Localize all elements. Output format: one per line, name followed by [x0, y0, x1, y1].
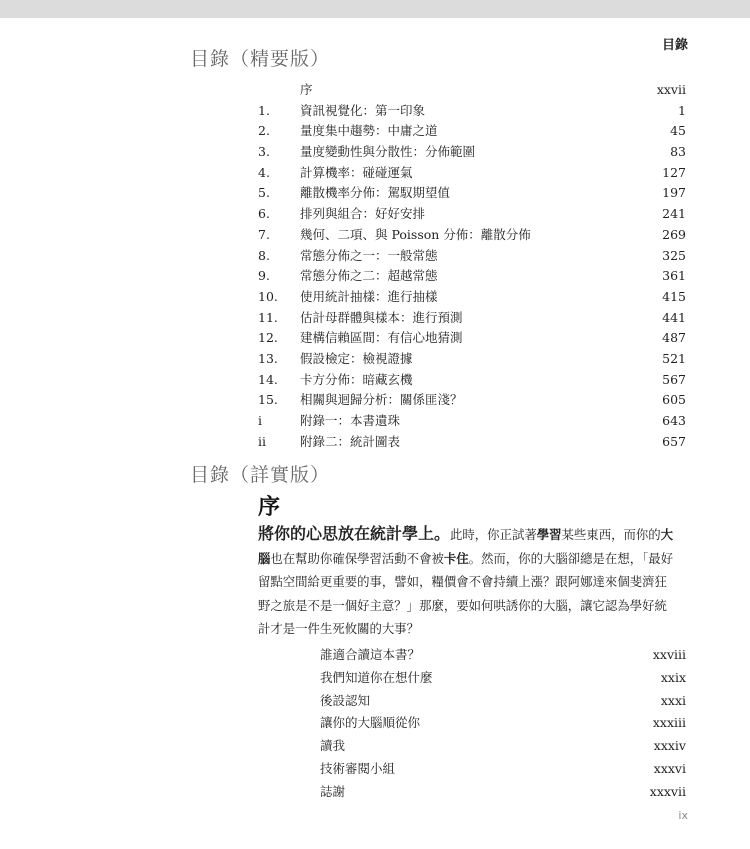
toc-entry [258, 246, 686, 267]
preface-lead: 將你的心思放在統計學上。 [258, 524, 451, 543]
subtoc-entry-title: 誌謝 [320, 783, 346, 799]
toc-entry-number: i [258, 413, 262, 428]
toc-entry-page: 1 [678, 102, 686, 118]
toc-entry-number: 9. [258, 268, 270, 284]
toc-entry-title: 相關與迴歸分析：關係匪淺？ [300, 392, 463, 408]
toc-entry-page: 83 [670, 144, 686, 160]
toc-entry-page: 567 [662, 371, 686, 387]
toc-entry-title: 計算機率：碰碰運氣 [300, 164, 413, 180]
top-bar [0, 0, 750, 18]
toc-entry-page: 521 [662, 350, 686, 366]
toc-entry-number: 1. [258, 102, 270, 118]
toc-entry [258, 349, 686, 370]
toc-entry [258, 121, 686, 142]
toc-entry-number: 7. [258, 226, 270, 242]
subtoc-entry-title: 後設認知 [320, 692, 371, 708]
toc-entry-title: 附錄一：本書遺珠 [300, 413, 401, 428]
subtoc-entry-title: 讓你的大腦順從你 [320, 715, 421, 731]
toc-entry-page: 197 [662, 185, 686, 201]
subtoc-entry-page: xxxi [660, 692, 686, 708]
toc-entry-title: 幾何、二項、與 Poisson 分佈：離散分佈 [300, 226, 531, 242]
toc-entry [258, 390, 686, 411]
page-number: ix [678, 809, 688, 822]
preface-bold: 學習 [536, 527, 562, 542]
subtoc-entry [320, 645, 686, 668]
toc-entry-title: 量度集中趨勢：中庸之道 [300, 123, 438, 139]
subtoc-entry [320, 759, 686, 782]
toc-entry [258, 308, 686, 329]
toc-entry [258, 266, 686, 287]
toc-entry-title: 假設檢定：檢視證據 [300, 350, 413, 366]
toc-entry [258, 411, 686, 432]
preface-text: 也在幫助你確保學習活動不會被 [270, 550, 444, 566]
toc-entry-page: 127 [662, 164, 686, 180]
subtoc-entry-title: 我們知道你在想什麼 [320, 669, 433, 685]
toc-entry [258, 432, 686, 453]
toc-entry-page: 269 [662, 226, 686, 242]
toc-entry-title: 卡方分佈：暗藏玄機 [300, 371, 413, 387]
toc-entry-number: 10. [258, 288, 278, 304]
preface-text: 此時，你正試著 [450, 527, 537, 542]
subtoc-entry-page: xxxiv [653, 738, 686, 754]
toc-entry-title: 資訊視覺化：第一印象 [300, 102, 426, 118]
toc-entry-title: 常態分佈之一：一般常態 [300, 247, 438, 263]
preface-text: 。然而，你的大腦卻總是在想，「最好留點空間給更重要的事，譬如，糧價會不會持續上漲？跟阿娜達來個斐濟狂野之旅是不是一個好主意？」那麼，要如何哄誘你的大腦，讓它認為學好統計才是一件生死攸關的大事？ [258, 550, 674, 636]
toc-entry-page: 361 [662, 268, 686, 284]
subtoc-entry [320, 782, 686, 805]
toc-entry [258, 370, 686, 391]
subtoc-entry-page: xxxiii [652, 715, 686, 731]
subtoc-entry [320, 691, 686, 714]
preface-bold: 卡住 [443, 550, 469, 566]
toc-entry-title: 量度變動性與分散性：分佈範圍 [300, 144, 476, 160]
preface-paragraph [258, 522, 676, 641]
toc-entry-number: 4. [258, 164, 270, 180]
subtoc-entry-title: 技術審閱小組 [320, 760, 396, 776]
toc-entry [258, 225, 686, 246]
toc-entry [258, 183, 686, 204]
subtoc-entry-title: 讀我 [320, 738, 346, 754]
toc-entry-number: 14. [258, 371, 278, 387]
running-header: 目錄 [661, 38, 688, 53]
toc-entry-page: 657 [662, 433, 686, 449]
subtoc-entry-title: 誰適合讀這本書？ [320, 647, 421, 662]
toc-detail-title: 目錄（詳實版） [190, 464, 331, 486]
preface-bold: 大腦 [258, 527, 674, 566]
subtoc-entry-page: xxxvi [653, 760, 686, 776]
subtoc-entry-page: xxviii [652, 647, 686, 662]
toc-entry-number: 13. [258, 350, 278, 366]
toc-entry-page: 643 [662, 413, 686, 428]
toc-entry-title: 排列與組合：好好安排 [300, 206, 426, 222]
subtoc-entry [320, 668, 686, 691]
subtoc-entry [320, 713, 686, 736]
toc-entry-title: 估計母群體與樣本：進行預測 [300, 309, 463, 325]
toc-entry [258, 142, 686, 163]
toc-entry-title: 使用統計抽樣：進行抽樣 [300, 288, 438, 304]
toc-entry-page: 325 [662, 247, 686, 263]
toc-entry-page: 415 [662, 288, 686, 304]
toc-entry-page: 241 [662, 206, 686, 222]
toc-entry [258, 204, 686, 225]
subtoc-entry-page: xxix [660, 669, 686, 685]
toc-entry [258, 163, 686, 184]
toc-entry-number: 11. [258, 309, 278, 325]
toc-brief-title: 目錄（精要版） [190, 48, 331, 70]
toc-entry-number: ii [258, 433, 266, 449]
toc-entry-page: 45 [670, 123, 686, 139]
toc-brief-list [258, 80, 686, 452]
toc-entry-title: 建構信賴區間：有信心地猜測 [300, 330, 463, 346]
toc-entry [258, 80, 686, 101]
toc-entry [258, 287, 686, 308]
toc-entry-page: xxvii [656, 82, 686, 97]
toc-entry-title: 常態分佈之二：超越常態 [300, 268, 438, 284]
toc-entry [258, 101, 686, 122]
toc-entry-number: 8. [258, 247, 270, 263]
toc-entry-number: 12. [258, 330, 278, 346]
toc-entry-page: 605 [662, 392, 686, 408]
toc-entry-page: 441 [662, 309, 686, 325]
toc-entry-title: 離散機率分佈：駕馭期望值 [300, 185, 451, 201]
toc-entry-number: 15. [258, 392, 278, 408]
toc-entry-page: 487 [662, 330, 686, 346]
subtoc-entry [320, 736, 686, 759]
toc-entry-number: 5. [258, 185, 270, 201]
toc-entry [258, 328, 686, 349]
toc-detail-list [320, 645, 686, 805]
toc-entry-title: 附錄二：統計圖表 [300, 433, 401, 449]
toc-entry-number: 3. [258, 144, 270, 160]
preface-text: 某些東西，而你的 [561, 527, 661, 542]
subtoc-entry-page: xxxvii [649, 783, 686, 799]
toc-entry-title: 序 [300, 82, 313, 97]
preface-heading: 序 [258, 495, 281, 520]
toc-entry-number: 6. [258, 206, 270, 222]
toc-entry-number: 2. [258, 123, 270, 139]
